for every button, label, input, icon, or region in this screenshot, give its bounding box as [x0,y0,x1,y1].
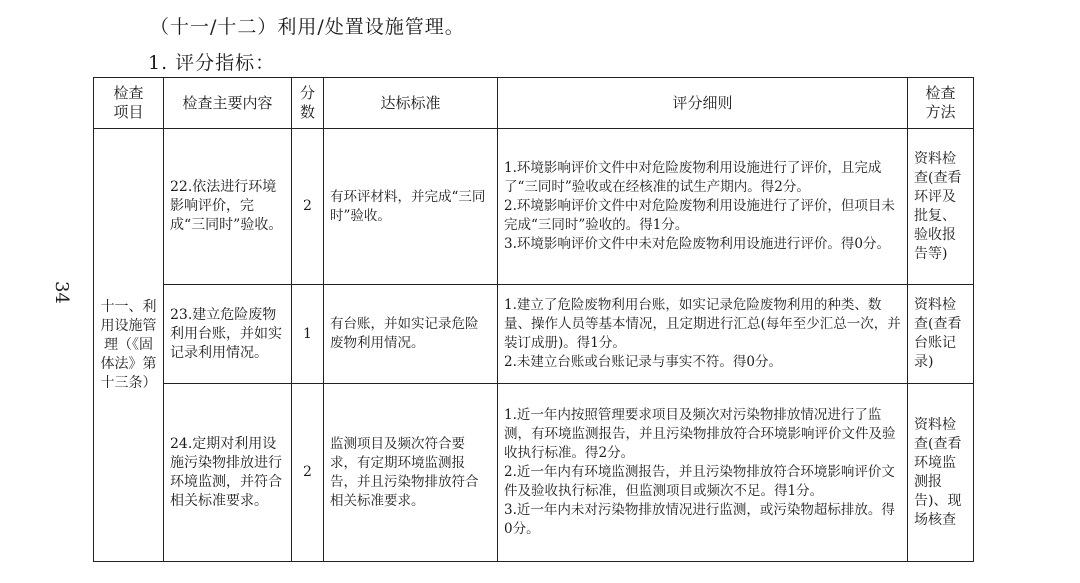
detail-item: 1.环境影响评价文件中对危险废物利用设施进行了评价，且完成了“三同时”验收或在经核准的试生产期内。得2分。 [504,160,882,195]
method-cell: 资料检查(查看环境监测报告)、现场核查 [908,384,974,562]
section-heading: （十一/十二）利用/处置设施管理。 [150,16,465,38]
detail-cell [498,285,908,384]
method-cell: 资料检查(查看台账记录) [908,285,974,384]
page-number: 34 [50,281,72,304]
standard-cell: 监测项目及频次符合要求，有定期环境监测报告，并且污染物排放符合相关标准要求。 [324,384,498,562]
header-standard: 达标标准 [324,78,498,129]
content-cell: 23.建立危险废物利用台账，并如实记录利用情况。 [164,285,292,384]
table-header-row [94,78,974,129]
score-cell: 2 [292,384,324,562]
standard-cell: 有台账，并如实记录危险废物利用情况。 [324,285,498,384]
detail-cell [498,129,908,285]
method-cell: 资料检查(查看环评及批复、验收报告等) [908,129,974,285]
detail-item: 3.近一年内未对污染物排放情况进行监测，或污染物超标排放。得0分。 [504,502,895,537]
header-detail: 评分细则 [498,78,908,129]
detail-item: 3.环境影响评价文件中未对危险废物利用设施进行评价。得0分。 [504,236,890,252]
score-cell: 2 [292,129,324,285]
table-row [94,384,974,562]
detail-item: 1.建立了危险废物利用台账，如实记录危险废物利用的种类、数量、操作人员等基本情况，且定期进行汇总(每年至少汇总一次，并装订成册)。得1分。 [504,297,901,351]
content-cell: 24.定期对利用设施污染物排放进行环境监测，并符合相关标准要求。 [164,384,292,562]
scoring-table [93,77,974,562]
header-method: 检查 方法 [908,78,974,129]
table-row [94,285,974,384]
detail-item: 2.近一年内有环境监测报告，并且污染物排放符合环境影响评价文件及验收执行标准，但监测项目或频次不足。得1分。 [504,464,895,499]
content-cell: 22.依法进行环境影响评价，完成“三同时”验收。 [164,129,292,285]
header-score: 分 数 [292,78,324,129]
score-cell: 1 [292,285,324,384]
header-content: 检查主要内容 [164,78,292,129]
standard-cell: 有环评材料，并完成“三同时”验收。 [324,129,498,285]
detail-cell [498,384,908,562]
header-item: 检查 项目 [94,78,164,129]
detail-item: 1.近一年内按照管理要求项目及频次对污染物排放情况进行了监测，有环境监测报告，并且污染物排放符合环境影响评价文件及验收执行标准。得2分。 [504,407,896,461]
subsection-heading: 1. 评分指标： [148,52,276,74]
detail-item: 2.环境影响评价文件中对危险废物利用设施进行了评价，但项目未完成“三同时”验收的。得1分。 [504,198,895,233]
detail-item: 2.未建立台账或台账记录与事实不符。得0分。 [504,354,782,370]
table-row [94,129,974,285]
category-cell: 十一、利用设施管理（《固体法》第十三条） [94,129,164,562]
